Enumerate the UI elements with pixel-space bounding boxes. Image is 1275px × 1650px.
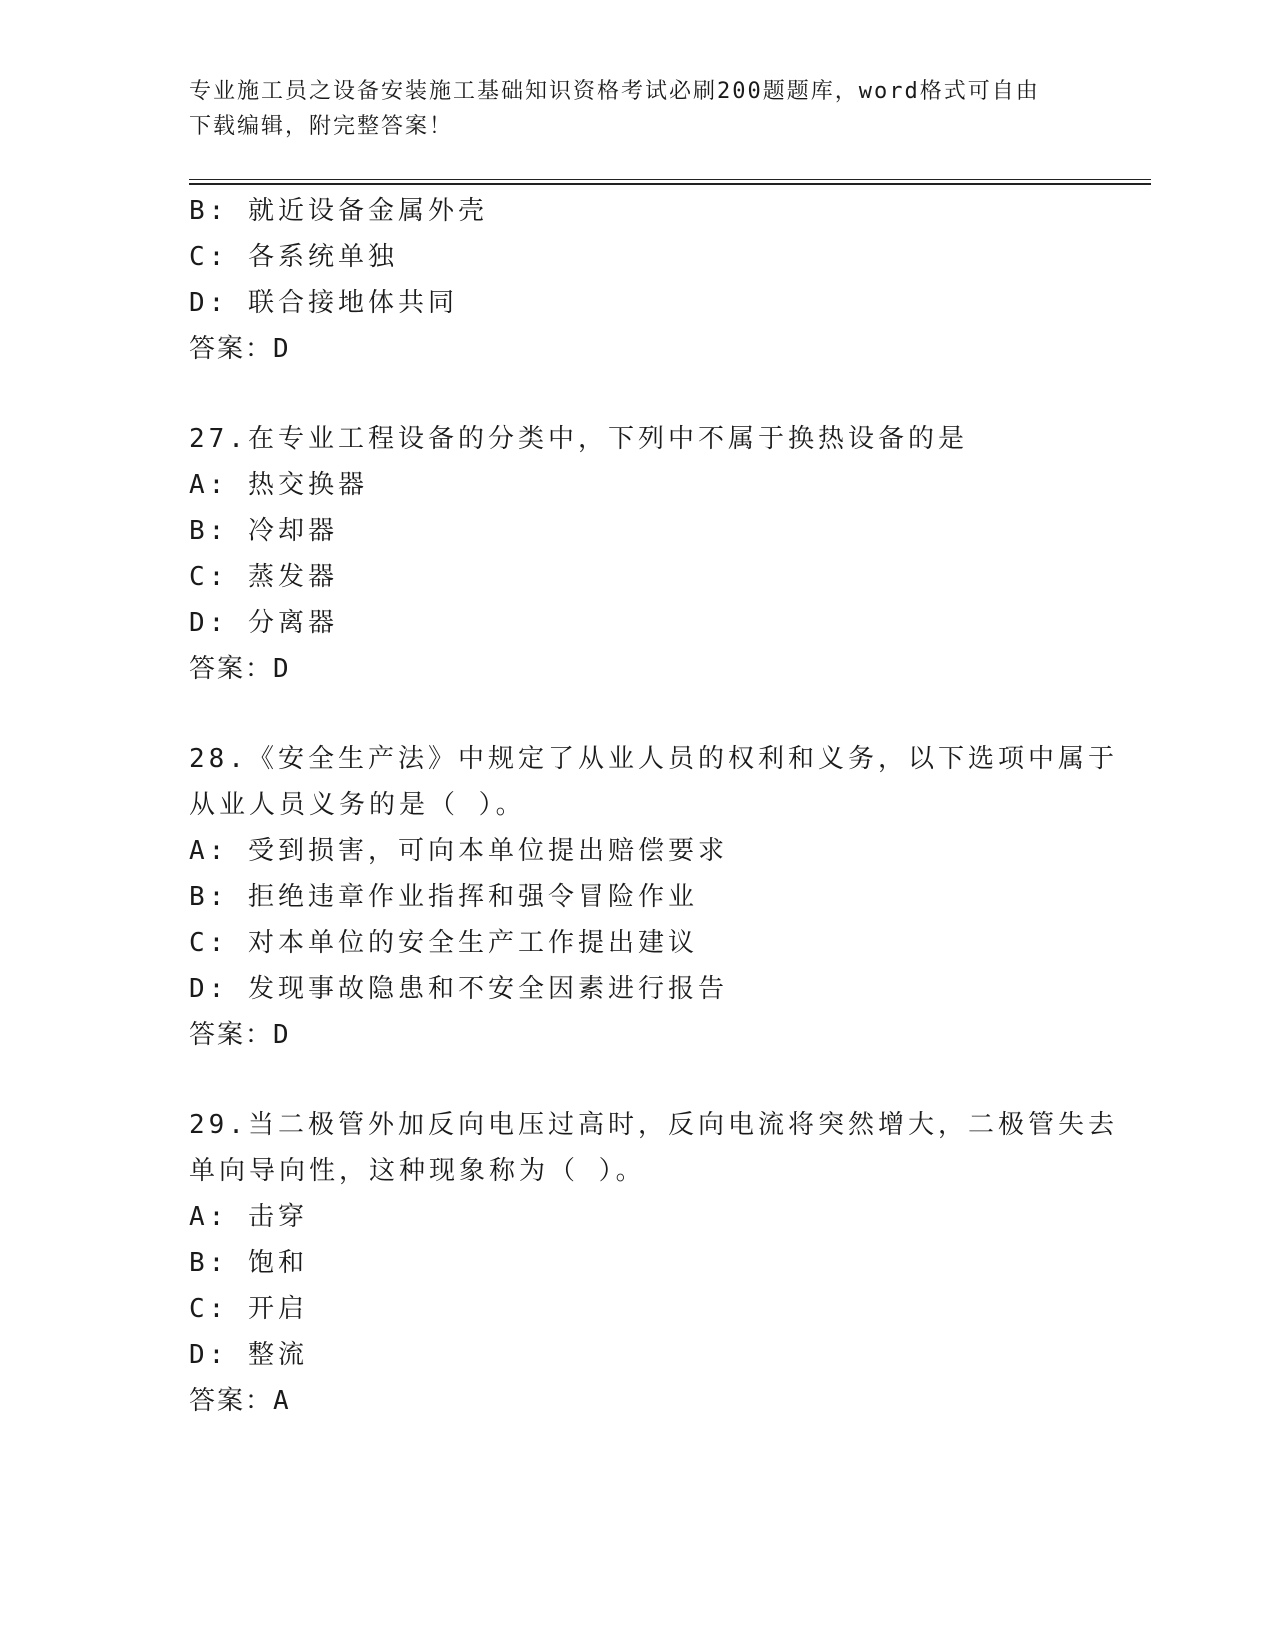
option-a: A: 热交换器: [189, 470, 368, 500]
option-c: C: 蒸发器: [189, 562, 338, 592]
question-stem-line-1: 29.当二极管外加反向电压过高时，反向电流将突然增大，二极管失去: [189, 1110, 1118, 1140]
header-divider-thick: [189, 183, 1151, 185]
answer: 答案：A: [189, 1386, 291, 1416]
option-a: A: 击穿: [189, 1202, 308, 1232]
option-d: D: 发现事故隐患和不安全因素进行报告: [189, 974, 728, 1004]
option-c: C: 对本单位的安全生产工作提出建议: [189, 928, 698, 958]
option-c: C: 开启: [189, 1294, 308, 1324]
header-divider-thin: [189, 179, 1151, 180]
question-stem-line-2: 单向导向性，这种现象称为（ ）。: [189, 1156, 646, 1186]
question-26-tail: [189, 188, 1089, 372]
option-b: B: 就近设备金属外壳: [189, 196, 488, 226]
header-line-1: 专业施工员之设备安装施工基础知识资格考试必刷200题题库，word格式可自由: [189, 79, 1040, 104]
question-list: [189, 188, 1118, 1424]
option-b: B: 拒绝违章作业指挥和强令冒险作业: [189, 882, 698, 912]
header-line-2: 下载编辑，附完整答案！: [189, 114, 454, 139]
answer: 答案：D: [189, 1020, 291, 1050]
option-b: B: 冷却器: [189, 516, 338, 546]
option-c: C: 各系统单独: [189, 242, 398, 272]
answer: 答案：D: [189, 654, 291, 684]
question-27: [189, 416, 1089, 692]
answer: 答案：D: [189, 334, 291, 364]
question-28: [189, 736, 1118, 1058]
question-stem-line-1: 28.《安全生产法》中规定了从业人员的权利和义务，以下选项中属于: [189, 744, 1118, 774]
option-d: D: 分离器: [189, 608, 338, 638]
option-a: A: 受到损害，可向本单位提出赔偿要求: [189, 836, 728, 866]
question-stem-line-2: 从业人员义务的是（ ）。: [189, 790, 526, 820]
option-d: D: 整流: [189, 1340, 308, 1370]
option-b: B: 饱和: [189, 1248, 308, 1278]
option-d: D: 联合接地体共同: [189, 288, 458, 318]
question-29: [189, 1102, 1118, 1424]
document-header: [189, 74, 1069, 144]
question-stem: 27.在专业工程设备的分类中，下列中不属于换热设备的是: [189, 424, 968, 454]
